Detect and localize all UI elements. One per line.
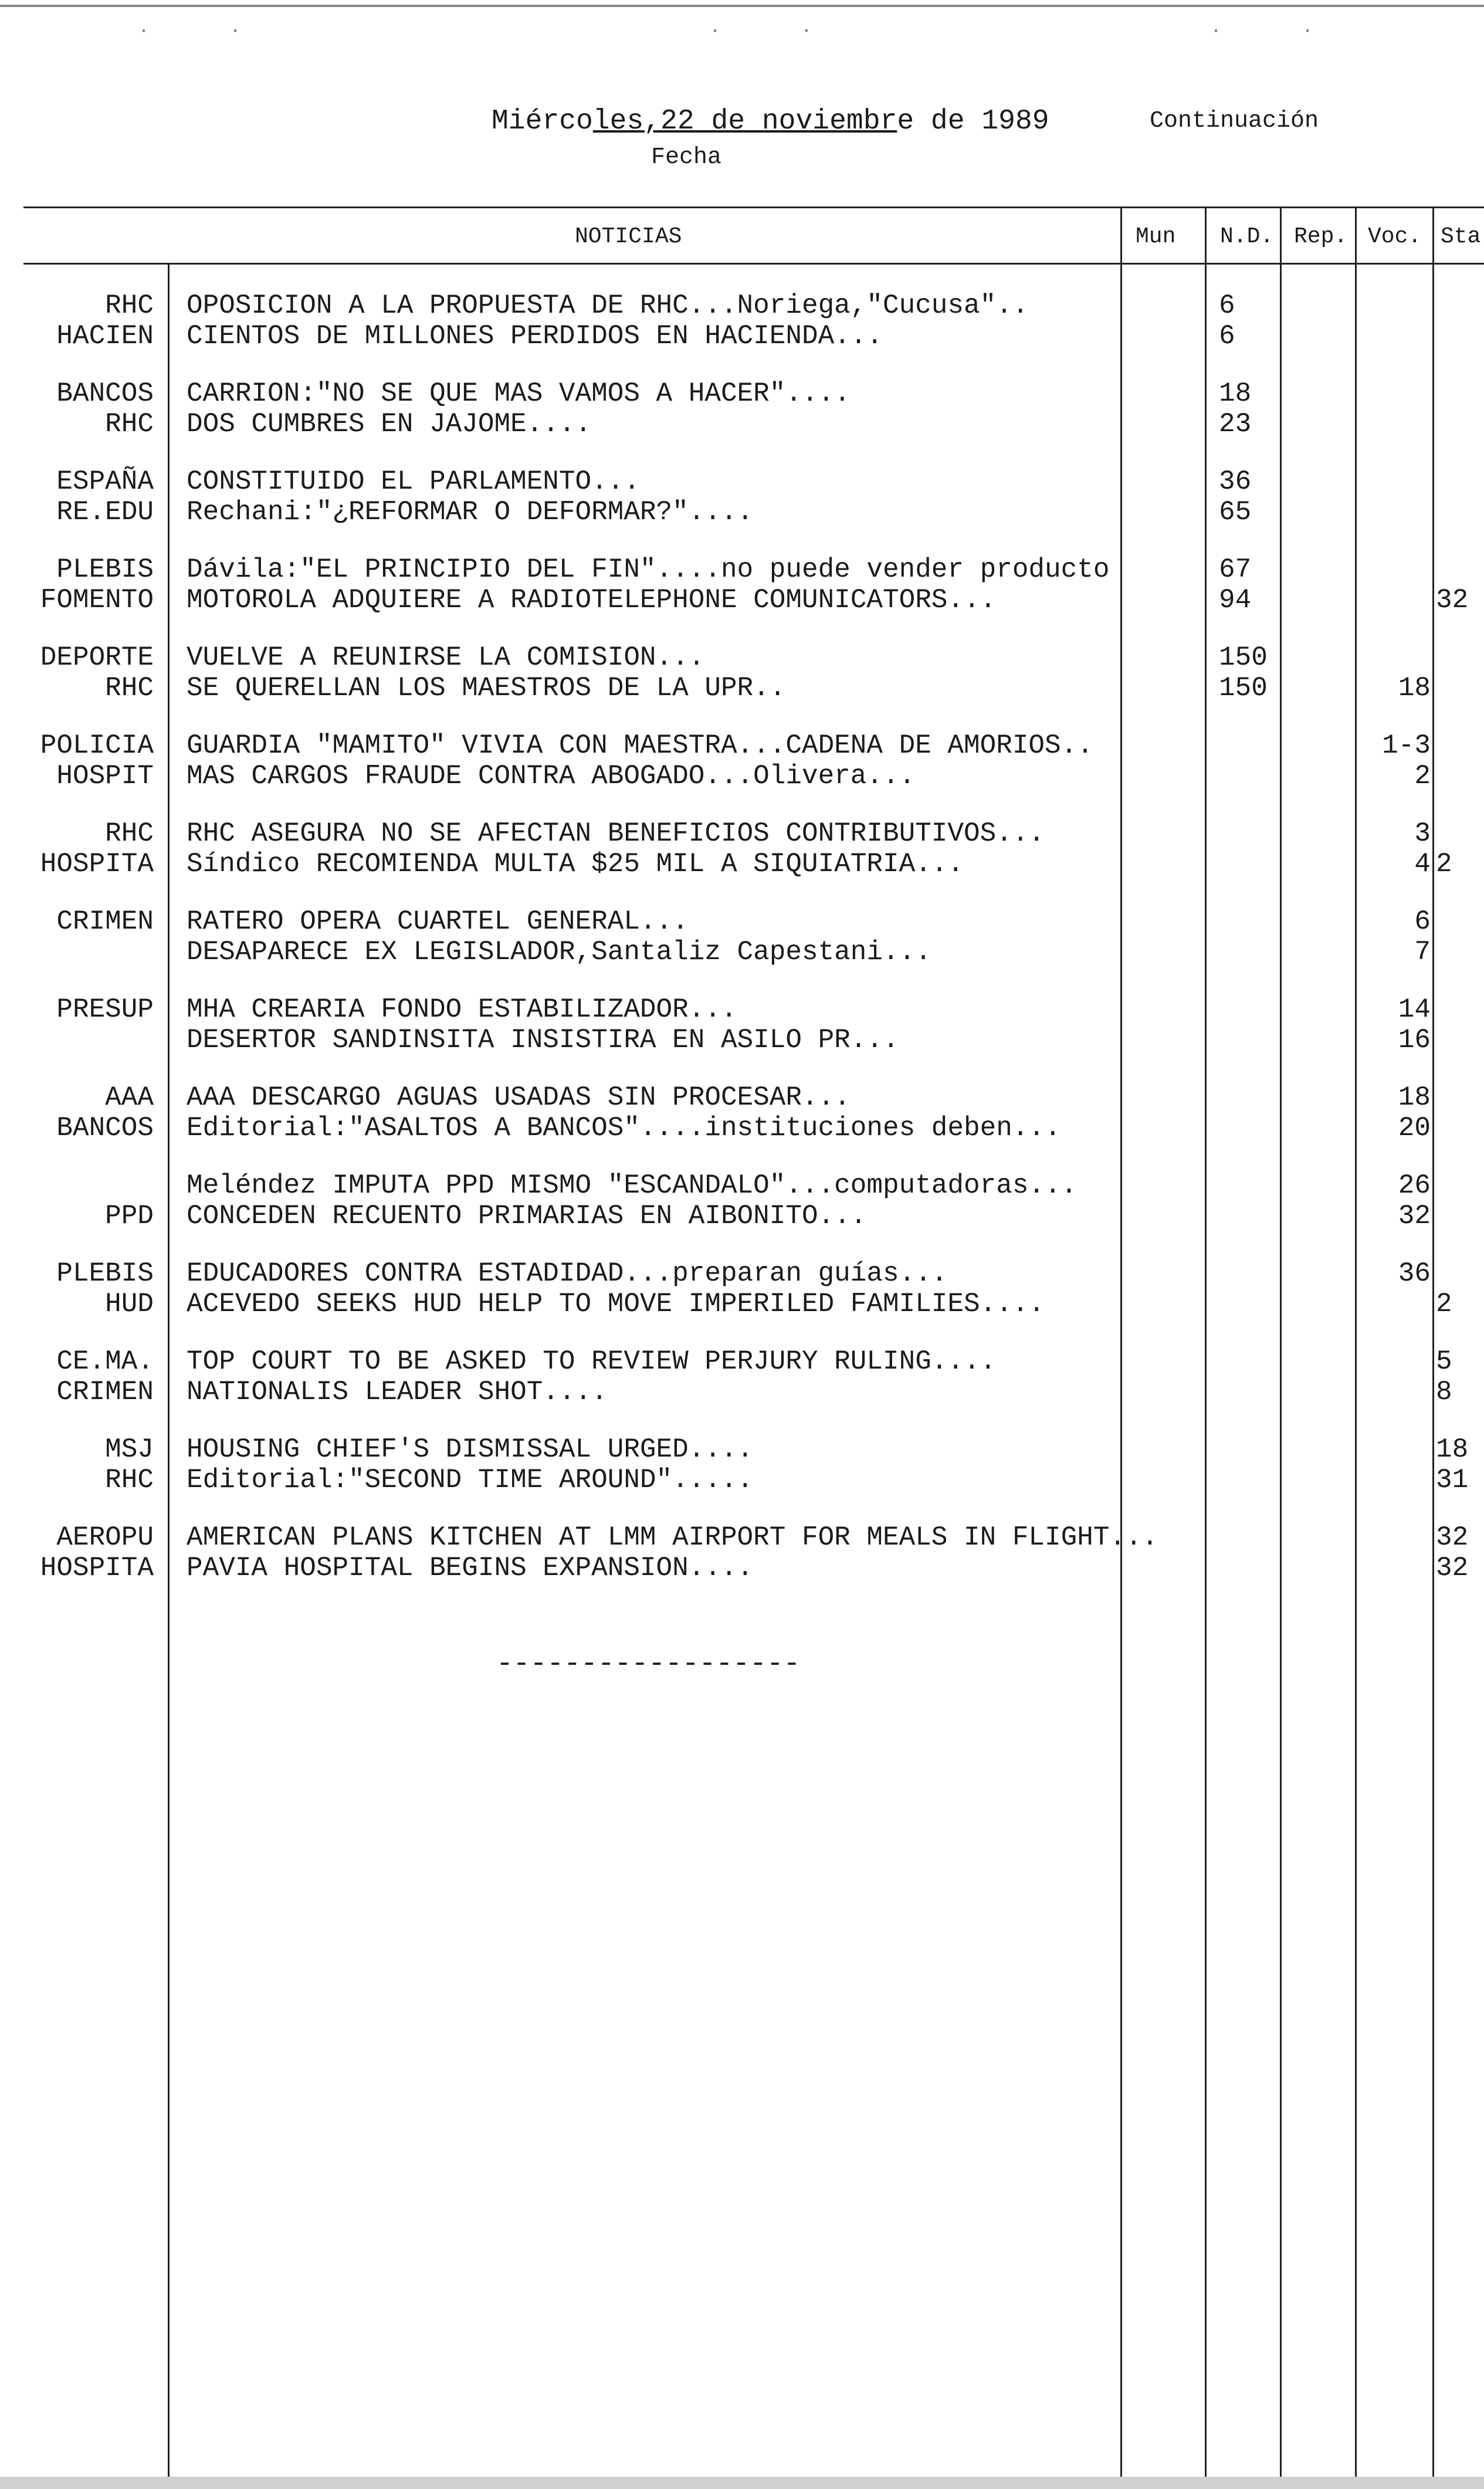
row-headline: PAVIA HOSPITAL BEGINS EXPANSION.... [187, 1553, 754, 1583]
punch-dot: · [710, 21, 721, 42]
table-row [0, 1288, 1484, 1320]
row-section: PLEBIS [56, 1258, 154, 1289]
column-header-nd: N.D. [1220, 224, 1274, 249]
row-headline: CONCEDEN RECUENTO PRIMARIAS EN AIBONITO... [187, 1201, 867, 1231]
table-row [0, 1112, 1484, 1144]
table-row [0, 906, 1484, 937]
row-headline: RATERO OPERA CUARTEL GENERAL... [187, 906, 689, 937]
row-nd-page: 18 [1219, 378, 1252, 409]
row-section: RHC [105, 290, 154, 321]
table-row [0, 672, 1484, 704]
table-row [0, 1200, 1484, 1232]
table-row [0, 642, 1484, 673]
column-header-rep: Rep. [1294, 224, 1348, 249]
table-row [0, 818, 1484, 849]
row-section: AAA [105, 1082, 154, 1113]
row-nd-page: 36 [1219, 466, 1252, 497]
row-nd-page: 94 [1219, 585, 1252, 615]
row-nd-page: 67 [1219, 554, 1252, 585]
table-row [0, 290, 1484, 321]
row-headline: RHC ASEGURA NO SE AFECTAN BENEFICIOS CONTRIBUTIVOS... [187, 818, 1045, 849]
row-voc-page: 18 [1398, 1082, 1431, 1113]
row-section: POLICIA [40, 730, 154, 761]
row-headline: Meléndez IMPUTA PPD MISMO "ESCANDALO"...computadoras... [187, 1170, 1078, 1201]
row-headline: Rechani:"¿REFORMAR O DEFORMAR?".... [187, 497, 754, 527]
punch-dot: · [801, 21, 812, 42]
row-section: MSJ [105, 1434, 154, 1465]
row-headline: TOP COURT TO BE ASKED TO REVIEW PERJURY RULING.... [187, 1346, 997, 1377]
punch-dot: · [1211, 21, 1222, 42]
row-headline: MHA CREARIA FONDO ESTABILIZADOR... [187, 994, 737, 1025]
row-voc-page: 14 [1398, 994, 1431, 1025]
row-headline: CONSTITUIDO EL PARLAMENTO... [187, 466, 640, 497]
row-section: RHC [105, 673, 154, 703]
table-row [0, 1258, 1484, 1289]
row-section: HOSPITA [40, 849, 154, 879]
row-section: RHC [105, 1465, 154, 1495]
row-sta-page: 8 [1436, 1377, 1452, 1407]
table-row [0, 1376, 1484, 1408]
table-row [0, 1552, 1484, 1584]
row-voc-page: 4 [1414, 849, 1431, 879]
row-headline: Editorial:"ASALTOS A BANCOS"....instituciones deben... [187, 1113, 1061, 1143]
table-row [0, 994, 1484, 1025]
row-headline: Dávila:"EL PRINCIPIO DEL FIN"....no puede vender producto [187, 554, 1110, 585]
row-section: FOMENTO [40, 585, 154, 615]
punch-dot: · [138, 21, 150, 42]
row-headline: NATIONALIS LEADER SHOT.... [187, 1377, 608, 1407]
row-headline: MOTOROLA ADQUIERE A RADIOTELEPHONE COMUNICATORS... [187, 585, 997, 615]
row-sta-page: 18 [1436, 1434, 1469, 1465]
row-headline: EDUCADORES CONTRA ESTADIDAD...preparan guías... [187, 1258, 948, 1289]
row-voc-page: 20 [1398, 1113, 1431, 1143]
row-headline: VUELVE A REUNIRSE LA COMISION... [187, 642, 705, 673]
row-headline: GUARDIA "MAMITO" VIVIA CON MAESTRA...CADENA DE AMORIOS.. [187, 730, 1093, 761]
table-top-rule [23, 206, 1484, 208]
table-row [0, 848, 1484, 880]
table-header-rule [23, 263, 1484, 265]
row-section: PRESUP [56, 994, 154, 1025]
row-nd-page: 150 [1219, 673, 1268, 703]
table-row [0, 1464, 1484, 1496]
row-headline: CARRION:"NO SE QUE MAS VAMOS A HACER".... [187, 378, 851, 409]
row-sta-page: 31 [1436, 1465, 1469, 1495]
row-nd-page: 23 [1219, 409, 1252, 439]
table-row [0, 1346, 1484, 1377]
row-voc-page: 26 [1398, 1170, 1431, 1201]
row-sta-page: 2 [1436, 849, 1452, 879]
document-date: Miércoles,22 de noviembre de 1989 [492, 106, 1049, 137]
column-header-noticias: NOTICIAS [575, 224, 682, 249]
row-headline: ACEVEDO SEEKS HUD HELP TO MOVE IMPERILED FAMILIES.... [187, 1289, 1045, 1319]
table-row [0, 496, 1484, 528]
row-section: BANCOS [56, 378, 154, 409]
row-headline: AMERICAN PLANS KITCHEN AT LMM AIRPORT FOR MEALS IN FLIGHT... [187, 1522, 1158, 1553]
table-row [0, 466, 1484, 497]
row-headline: MAS CARGOS FRAUDE CONTRA ABOGADO...Olivera... [187, 761, 916, 791]
row-headline: DESAPARECE EX LEGISLADOR,Santaliz Capestani... [187, 937, 931, 967]
row-voc-page: 1-3 [1382, 730, 1431, 761]
punch-dot: · [230, 21, 241, 42]
row-voc-page: 3 [1414, 818, 1431, 849]
row-sta-page: 32 [1436, 585, 1469, 615]
row-headline: DOS CUMBRES EN JAJOME.... [187, 409, 592, 439]
table-row [0, 554, 1484, 585]
row-section: ESPAÑA [56, 466, 154, 497]
row-headline: OPOSICION A LA PROPUESTA DE RHC...Noriega,"Cucusa".. [187, 290, 1029, 321]
row-nd-page: 150 [1219, 642, 1268, 673]
row-section: RHC [105, 818, 154, 849]
row-section: CE.MA. [56, 1346, 154, 1377]
row-section: HOSPIT [56, 761, 154, 791]
table-row [0, 1082, 1484, 1113]
column-header-mun: Mun [1136, 224, 1176, 249]
row-voc-page: 7 [1414, 937, 1431, 967]
row-section: HUD [105, 1289, 154, 1319]
row-section: PPD [105, 1201, 154, 1231]
table-row [0, 730, 1484, 761]
row-sta-page: 32 [1436, 1553, 1469, 1583]
punch-dot: · [1302, 21, 1313, 42]
column-header-voc: Voc. [1368, 224, 1422, 249]
row-section: CRIMEN [56, 906, 154, 937]
row-voc-page: 18 [1398, 673, 1431, 703]
table-row [0, 408, 1484, 440]
table-row [0, 1522, 1484, 1553]
row-sta-page: 2 [1436, 1289, 1452, 1319]
row-headline: Síndico RECOMIENDA MULTA $25 MIL A SIQUIATRIA... [187, 849, 964, 879]
table-row [0, 378, 1484, 409]
row-section: RHC [105, 409, 154, 439]
date-label: Fecha [651, 144, 722, 171]
row-headline: CIENTOS DE MILLONES PERDIDOS EN HACIENDA... [187, 321, 883, 351]
row-section: HACIEN [56, 321, 154, 351]
row-headline: AAA DESCARGO AGUAS USADAS SIN PROCESAR... [187, 1082, 851, 1113]
row-nd-page: 6 [1219, 321, 1235, 351]
row-section: CRIMEN [56, 1377, 154, 1407]
row-sta-page: 5 [1436, 1346, 1452, 1377]
column-header-sta: Sta [1441, 224, 1481, 249]
row-headline: Editorial:"SECOND TIME AROUND"..... [187, 1465, 754, 1495]
table-row [0, 1170, 1484, 1201]
row-voc-page: 32 [1398, 1201, 1431, 1231]
table-row [0, 584, 1484, 616]
table-row [0, 320, 1484, 352]
row-headline: DESERTOR SANDINSITA INSISTIRA EN ASILO PR... [187, 1025, 899, 1055]
top-border [0, 5, 1484, 7]
row-section: HOSPITA [40, 1553, 154, 1583]
row-voc-page: 16 [1398, 1025, 1431, 1055]
row-section: RE.EDU [56, 497, 154, 527]
table-row [0, 1434, 1484, 1465]
row-voc-page: 6 [1414, 906, 1431, 937]
table-row [0, 760, 1484, 792]
row-sta-page: 32 [1436, 1522, 1469, 1553]
table-row [0, 936, 1484, 968]
end-separator: ------------------ [496, 1648, 801, 1680]
bottom-edge [0, 2477, 1484, 2489]
row-voc-page: 2 [1414, 761, 1431, 791]
row-section: BANCOS [56, 1113, 154, 1143]
row-section: AEROPU [56, 1522, 154, 1553]
row-nd-page: 6 [1219, 290, 1235, 321]
row-voc-page: 36 [1398, 1258, 1431, 1289]
row-section: DEPORTE [40, 642, 154, 673]
row-nd-page: 65 [1219, 497, 1252, 527]
row-section: PLEBIS [56, 554, 154, 585]
row-headline: HOUSING CHIEF'S DISMISSAL URGED.... [187, 1434, 754, 1465]
continuation-label: Continuación [1150, 108, 1319, 134]
table-row [0, 1024, 1484, 1056]
row-headline: SE QUERELLAN LOS MAESTROS DE LA UPR.. [187, 673, 786, 703]
